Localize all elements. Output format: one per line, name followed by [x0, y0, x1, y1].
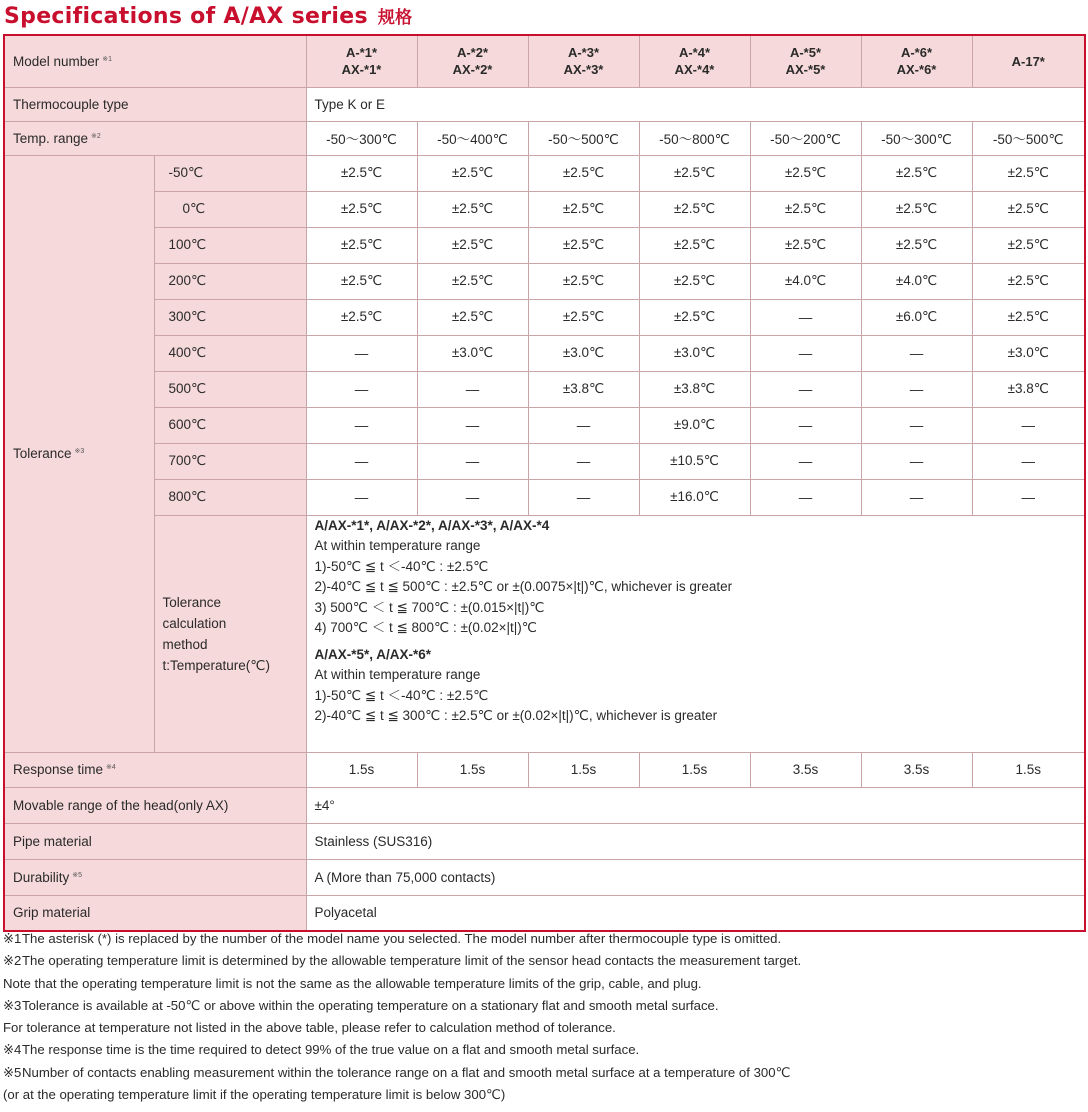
temp-range-cell: -50～400℃ [417, 121, 528, 155]
tolerance-cell: ±3.8℃ [972, 371, 1085, 407]
footnote: ※3Tolerance is available at -50℃ or above within the operating temperature on a stationary flat and smooth metal surface. [3, 997, 719, 1013]
footnote-continuation: Note that the operating temperature limit is not the same as the allowable temperature limits of the grip, cable, and plug. [3, 975, 702, 991]
response-time-cell: 1.5s [417, 752, 528, 787]
footnote-continuation: (or at the operating temperature limit if the operating temperature limit is below 300℃) [3, 1087, 506, 1103]
temp-range-cell: -50～800℃ [639, 121, 750, 155]
tolerance-cell: — [972, 443, 1085, 479]
tolerance-cell: — [972, 479, 1085, 515]
tolerance-cell: ±2.5℃ [861, 155, 972, 191]
tolerance-temp: 600℃ [154, 407, 306, 443]
tolerance-cell: ±2.5℃ [417, 191, 528, 227]
tolerance-temp: 0℃ [154, 191, 306, 227]
label-grip-material: Grip material [4, 895, 306, 931]
tolerance-temp: -50℃ [154, 155, 306, 191]
model-header: A-17* [972, 35, 1085, 87]
tolerance-cell: — [528, 479, 639, 515]
tolerance-cell: ±2.5℃ [972, 155, 1085, 191]
tolerance-cell: — [861, 443, 972, 479]
tolerance-cell: — [306, 407, 417, 443]
row-thermocouple-type [4, 87, 1085, 121]
tolerance-temp: 100℃ [154, 227, 306, 263]
response-time-cell: 1.5s [972, 752, 1085, 787]
label-model-number: Model number $^{※1}$ [4, 35, 306, 87]
row-response-time [4, 752, 1085, 787]
tolerance-cell: ±2.5℃ [972, 191, 1085, 227]
response-time-cell: 1.5s [528, 752, 639, 787]
tolerance-cell: ±3.0℃ [639, 335, 750, 371]
response-time-cell: 3.5s [750, 752, 861, 787]
tolerance-cell: — [750, 479, 861, 515]
spec-table [3, 34, 1086, 932]
tolerance-row [4, 155, 1085, 191]
tolerance-cell: — [750, 335, 861, 371]
tolerance-cell: ±2.5℃ [417, 227, 528, 263]
tolerance-cell: — [861, 371, 972, 407]
response-time-cell: 1.5s [306, 752, 417, 787]
temp-range-cell: -50～500℃ [972, 121, 1085, 155]
tolerance-cell: — [417, 443, 528, 479]
grip-material-value: Polyacetal [306, 895, 1085, 931]
calc-line: 2)-40℃ ≦ t ≦ 500℃ : ±2.5℃ or ±(0.0075×|t|)℃, whichever is greater [314, 579, 733, 594]
tolerance-row [4, 335, 1085, 371]
row-durability [4, 859, 1085, 895]
tolerance-cell: ±2.5℃ [639, 191, 750, 227]
tolerance-cell: ±2.5℃ [528, 155, 639, 191]
temp-range-cell: -50～300℃ [861, 121, 972, 155]
tolerance-cell: — [306, 479, 417, 515]
tolerance-cell: — [306, 335, 417, 371]
tolerance-cell: ±3.0℃ [528, 335, 639, 371]
calc-line: 1)-50℃ ≦ t ＜-40℃ : ±2.5℃ [314, 687, 489, 703]
tolerance-cell: ±2.5℃ [639, 263, 750, 299]
temp-range-cell: -50～200℃ [750, 121, 861, 155]
tolerance-row [4, 479, 1085, 515]
model-header: A-*5* AX-*5* [750, 35, 861, 87]
response-time-cell: 1.5s [639, 752, 750, 787]
tolerance-row [4, 443, 1085, 479]
tolerance-cell: ±2.5℃ [417, 299, 528, 335]
tolerance-cell: — [750, 299, 861, 335]
calc-line: At within temperature range [314, 667, 481, 682]
tolerance-cell: ±6.0℃ [861, 299, 972, 335]
tolerance-cell: — [306, 443, 417, 479]
tolerance-temp: 400℃ [154, 335, 306, 371]
model-header: A-*4* AX-*4* [639, 35, 750, 87]
model-header: A-*1* AX-*1* [306, 35, 417, 87]
model-header: A-*3* AX-*3* [528, 35, 639, 87]
tolerance-row [4, 371, 1085, 407]
footnote: ※1The asterisk (*) is replaced by the number of the model name you selected. The model number after thermocouple type is omitted. [3, 931, 782, 946]
temp-range-cell: -50～300℃ [306, 121, 417, 155]
label-durability: Durability $^{※5}$ [4, 859, 306, 895]
row-movable-range [4, 787, 1085, 823]
movable-range-value: ±4° [306, 787, 1085, 823]
tolerance-cell: ±4.0℃ [750, 263, 861, 299]
tolerance-cell: ±9.0℃ [639, 407, 750, 443]
tolerance-cell: ±2.5℃ [306, 191, 417, 227]
tolerance-cell: — [972, 407, 1085, 443]
tolerance-cell: ±2.5℃ [861, 227, 972, 263]
tolerance-cell: — [528, 443, 639, 479]
tolerance-cell: — [750, 407, 861, 443]
response-time-cell: 3.5s [861, 752, 972, 787]
tolerance-row [4, 299, 1085, 335]
tolerance-calc-text [306, 515, 1085, 752]
tolerance-cell: — [750, 443, 861, 479]
calc-group2-title: A/AX-*5*, A/AX-*6* [314, 646, 432, 662]
tolerance-cell: ±2.5℃ [639, 155, 750, 191]
model-header: A-*6* AX-*6* [861, 35, 972, 87]
tolerance-row [4, 227, 1085, 263]
label-movable-range: Movable range of the head(only AX) [4, 787, 306, 823]
tolerance-cell: ±4.0℃ [861, 263, 972, 299]
calc-line: 2)-40℃ ≦ t ≦ 300℃ : ±2.5℃ or ±(0.02×|t|)℃, whichever is greater [314, 708, 718, 723]
tolerance-cell: ±2.5℃ [528, 263, 639, 299]
tolerance-row [4, 191, 1085, 227]
calc-line: 4) 700℃ ＜ t ≦ 800℃ : ±(0.02×|t|)℃ [314, 620, 537, 635]
footnote-continuation: For tolerance at temperature not listed in the above table, please refer to calculation method of tolerance. [3, 1020, 616, 1036]
tolerance-cell: — [417, 407, 528, 443]
title-cjk: 规格 [377, 8, 413, 28]
tolerance-row [4, 407, 1085, 443]
tolerance-cell: ±2.5℃ [972, 227, 1085, 263]
tolerance-cell: ±2.5℃ [417, 155, 528, 191]
label-response-time: Response time $^{※4}$ [4, 752, 306, 787]
row-temp-range [4, 121, 1085, 155]
label-pipe-material: Pipe material [4, 823, 306, 859]
tolerance-temp: 700℃ [154, 443, 306, 479]
row-model-number [4, 35, 1085, 87]
tolerance-cell: ±3.0℃ [417, 335, 528, 371]
tolerance-cell: — [750, 371, 861, 407]
tolerance-cell: ±2.5℃ [750, 191, 861, 227]
tolerance-cell: — [861, 335, 972, 371]
tolerance-cell: — [861, 407, 972, 443]
calc-line: 3) 500℃ ＜ t ≦ 700℃ : ±(0.015×|t|)℃ [314, 599, 545, 615]
tolerance-cell: ±10.5℃ [639, 443, 750, 479]
footnote: ※5Number of contacts enabling measurement within the tolerance range on a flat and smooth metal surface at a temperature of 300℃ [3, 1064, 791, 1080]
tolerance-cell: — [417, 371, 528, 407]
label-thermocouple-type: Thermocouple type [4, 87, 306, 121]
label-tolerance-calc: Tolerance calculation method t:Temperature(℃) [154, 515, 306, 752]
footnote: ※2The operating temperature limit is determined by the allowable temperature limit of the sensor head contacts the measurement target. [3, 953, 802, 969]
thermocouple-type-value: Type K or E [306, 87, 1085, 121]
tolerance-cell: ±2.5℃ [750, 155, 861, 191]
durability-value: A (More than 75,000 contacts) [306, 859, 1085, 895]
tolerance-cell: ±3.8℃ [639, 371, 750, 407]
tolerance-cell: ±2.5℃ [639, 299, 750, 335]
tolerance-temp: 800℃ [154, 479, 306, 515]
tolerance-cell: ±2.5℃ [972, 263, 1085, 299]
tolerance-cell: ±2.5℃ [972, 299, 1085, 335]
title-text: Specifications of A/AX series [4, 4, 368, 29]
label-tolerance: Tolerance $^{※3}$ [4, 155, 154, 752]
tolerance-cell: — [417, 479, 528, 515]
tolerance-temp: 200℃ [154, 263, 306, 299]
tolerance-cell: ±2.5℃ [306, 227, 417, 263]
model-header: A-*2* AX-*2* [417, 35, 528, 87]
tolerance-cell: ±2.5℃ [528, 299, 639, 335]
label-temp-range: Temp. range $^{※2}$ [4, 121, 306, 155]
row-pipe-material [4, 823, 1085, 859]
tolerance-cell: ±2.5℃ [528, 227, 639, 263]
footnotes [3, 928, 1084, 1106]
tolerance-cell: ±16.0℃ [639, 479, 750, 515]
calc-line: At within temperature range [314, 538, 481, 553]
tolerance-temp: 500℃ [154, 371, 306, 407]
tolerance-cell: ±2.5℃ [306, 155, 417, 191]
tolerance-row [4, 263, 1085, 299]
temp-range-cell: -50～500℃ [528, 121, 639, 155]
tolerance-cell: ±2.5℃ [861, 191, 972, 227]
tolerance-cell: — [528, 407, 639, 443]
tolerance-cell: ±2.5℃ [750, 227, 861, 263]
tolerance-cell: ±2.5℃ [528, 191, 639, 227]
row-tolerance-calc [4, 515, 1085, 752]
tolerance-cell: ±2.5℃ [306, 299, 417, 335]
calc-line: 1)-50℃ ≦ t ＜-40℃ : ±2.5℃ [314, 558, 489, 574]
tolerance-temp: 300℃ [154, 299, 306, 335]
calc-group1-title: A/AX-*1*, A/AX-*2*, A/AX-*3*, A/AX-*4 [314, 517, 550, 533]
footnote: ※4The response time is the time required to detect 99% of the true value on a flat and smooth metal surface. [3, 1042, 640, 1058]
tolerance-cell: ±2.5℃ [417, 263, 528, 299]
tolerance-cell: ±3.0℃ [972, 335, 1085, 371]
pipe-material-value: Stainless (SUS316) [306, 823, 1085, 859]
tolerance-cell: ±2.5℃ [306, 263, 417, 299]
tolerance-cell: — [306, 371, 417, 407]
tolerance-cell: — [861, 479, 972, 515]
page-title [4, 2, 412, 32]
tolerance-cell: ±2.5℃ [639, 227, 750, 263]
row-grip-material [4, 895, 1085, 931]
tolerance-cell: ±3.8℃ [528, 371, 639, 407]
